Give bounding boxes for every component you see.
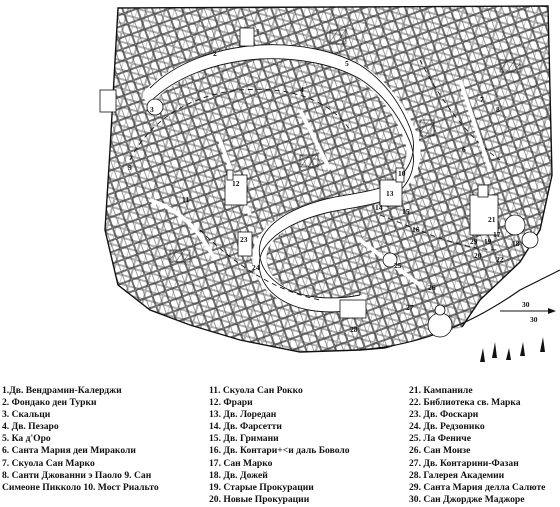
legend-item: 3. Скальци (2, 409, 51, 421)
legend-item: 27. Дв. Контарини-Фазан (409, 457, 519, 469)
legend-item: Симеоне Пикколо 10. Мост Риальто (2, 481, 159, 493)
marker-15: 15 (402, 207, 410, 216)
legend-item: 8. Санти Джованни э Паоло 9. Сан (2, 469, 152, 481)
marker-14: 14 (375, 203, 383, 212)
legend-item: 28. Галерея Академии (409, 469, 505, 481)
legend-item: 18. Дв. Дожей (209, 469, 268, 481)
marker-18: 18 (512, 239, 520, 248)
legend-item: 15. Дв. Гримани (209, 433, 279, 445)
marker-7: 7 (480, 95, 484, 104)
legend-item: 2. Фондако деи Турки (2, 397, 97, 409)
legend-item: 1.Дв. Вендрамин-Калерджи (2, 385, 122, 396)
legend-item: 29. Санта Мария делла Салюте (409, 481, 546, 493)
legend-item: 22. Библиотека св. Марка (409, 397, 521, 409)
map-legend (0, 383, 560, 507)
marker-13: 13 (386, 189, 394, 198)
marker-22: 22 (496, 255, 504, 264)
legend-item: 23. Дв. Фоскари (409, 409, 479, 421)
marker-12: 12 (232, 179, 240, 188)
marker-17: 17 (493, 230, 501, 239)
legend-column-2 (209, 385, 404, 506)
marker-23: 23 (240, 235, 248, 244)
marker-8: 8 (496, 105, 500, 114)
legend-item: 20. Новые Прокурации (209, 493, 310, 505)
legend-item: 21. Кампаниле (409, 385, 473, 396)
marker-16: 16 (412, 225, 420, 234)
legend-item: 30. Сан Джордже Маджоре (409, 493, 525, 505)
legend-item: 4. Дв. Пезаро (2, 421, 59, 433)
marker-20: 20 (474, 251, 482, 260)
legend-item: 16. Дв. Контари+<и даль Боволо (209, 445, 350, 457)
legend-item: 24. Дв. Редзонико (409, 421, 485, 433)
marker-6: 6 (462, 145, 466, 154)
marker-3: 3 (150, 105, 154, 114)
marker-1: 1 (256, 27, 260, 36)
legend-item: 14. Дв. Фарсетти (209, 421, 282, 433)
marker-28: 28 (350, 325, 358, 334)
marker-9: 9 (128, 163, 132, 172)
legend-item: 6. Санта Мария деи Мираколи (2, 445, 136, 457)
marker-2: 2 (213, 49, 217, 58)
marker-25: 25 (394, 261, 402, 270)
legend-item: 25. Ла Фениче (409, 433, 471, 445)
legend-item: 19. Старые Прокурации (209, 481, 314, 493)
legend-item: 26. Сан Моизе (409, 445, 471, 457)
legend-column-3 (409, 385, 560, 506)
marker-21: 21 (488, 215, 496, 224)
marker-5: 5 (345, 59, 349, 68)
marker-19: 19 (484, 237, 492, 246)
legend-item: 5. Ка д'Оро (2, 433, 51, 445)
legend-item: 12. Фрари (209, 397, 253, 409)
legend-item: 13. Дв. Лоредан (209, 409, 277, 421)
legend-column-1 (2, 385, 202, 494)
marker-27: 27 (406, 303, 414, 312)
legend-item: 7. Скуола Сан Марко (2, 457, 95, 469)
legend-item: 11. Скуола Сан Рокко (209, 385, 303, 396)
legend-item: 17. Сан Марко (209, 457, 273, 469)
marker-29: 29 (470, 237, 478, 246)
marker-4: 4 (300, 85, 304, 94)
marker-11: 11 (182, 195, 190, 204)
marker-26: 26 (428, 283, 436, 292)
marker-30: 30 (530, 315, 538, 324)
marker-24: 24 (252, 263, 260, 272)
compass-label: 30 (522, 300, 530, 309)
marker-10: 10 (398, 169, 406, 178)
